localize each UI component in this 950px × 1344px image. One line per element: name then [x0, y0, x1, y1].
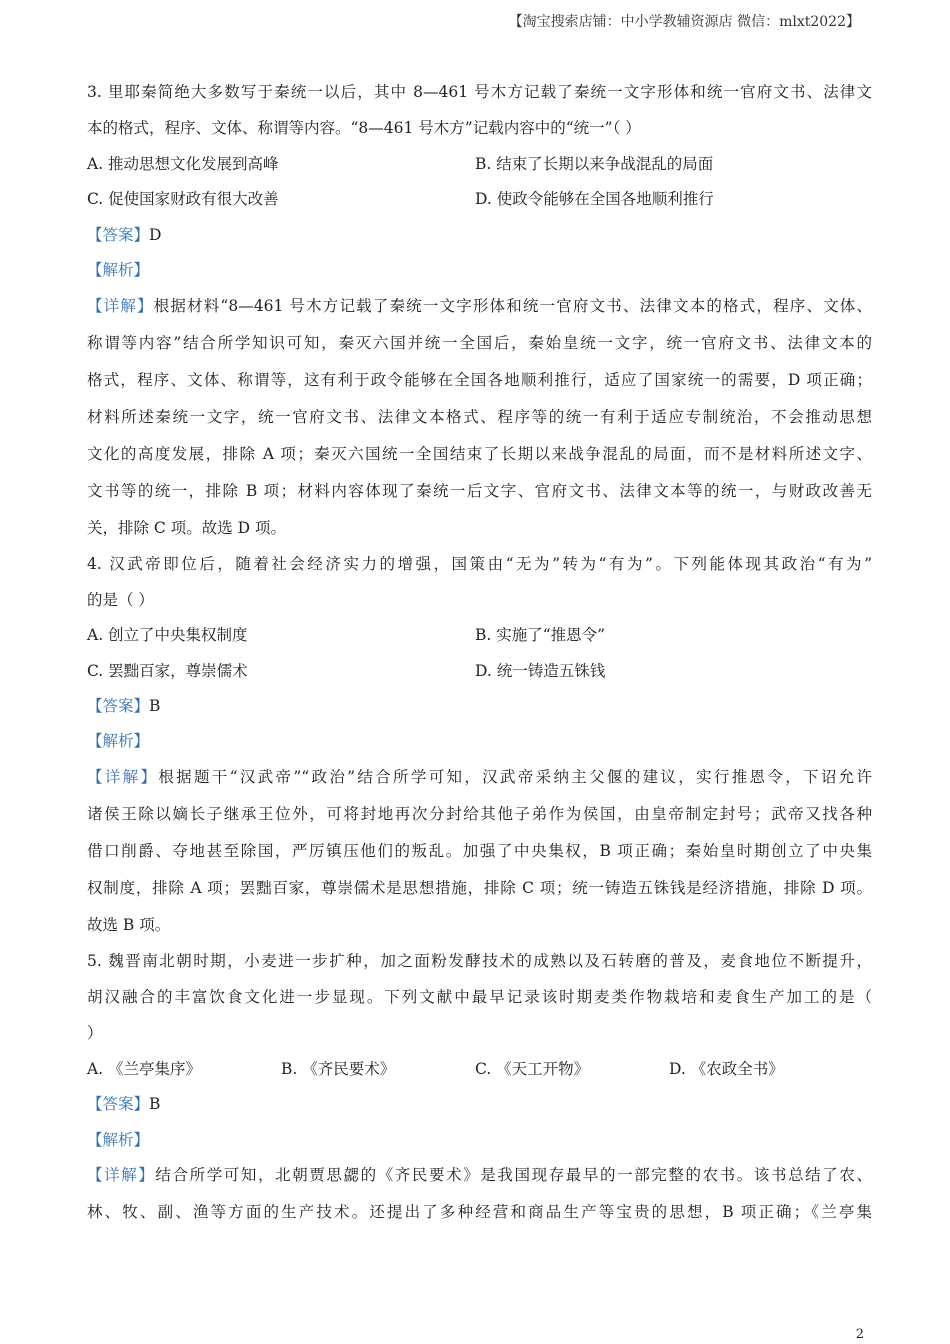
- q4-detail-line-4: 权制度，排除 A 项；罢黜百家，尊崇儒术是思想措施，排除 C 项；统一铸造五铢钱是经济措施，排除 D 项。: [87, 879, 872, 897]
- q5-option-a: A. 《兰亭集序》: [87, 1060, 202, 1078]
- q3-detail-line-6: 文书等的统一，排除 B 项；材料内容体现了秦统一后文字、官府文书、法律文本等的统一，与财政改善无: [87, 482, 872, 500]
- q3-detail-line-5: 文化的高度发展，排除 A 项；秦灭六国统一全国结束了长期以来战争混乱的局面，而不是材料所述文字、: [87, 445, 872, 463]
- q3-stem-line-1: 3. 里耶秦简绝大多数写于秦统一以后，其中 8—461 号木方记载了秦统一文字形体和统一官府文书、法律文: [87, 83, 872, 101]
- answer-label: 【答案】: [87, 226, 150, 244]
- detail-label: 【详解】: [87, 297, 154, 315]
- answer-value: B: [149, 697, 161, 715]
- q5-answer: [87, 1094, 160, 1114]
- answer-value: B: [149, 1095, 161, 1113]
- answer-label: 【答案】: [87, 697, 150, 715]
- q4-option-d: D. 统一铸造五铢钱: [475, 662, 606, 680]
- q5-analysis-label: 【解析】: [87, 1131, 150, 1149]
- q3-option-c: C. 促使国家财政有很大改善: [87, 190, 279, 208]
- q3-option-a: A. 推动思想文化发展到高峰: [87, 155, 279, 173]
- detail-label: 【详解】: [87, 1166, 156, 1184]
- q5-stem-line-1: 5. 魏晋南北朝时期，小麦进一步扩种，加之面粉发酵技术的成熟以及石转磨的普及，麦食地位不断提升，: [87, 952, 872, 970]
- q3-detail-line-7: 关，排除 C 项。故选 D 项。: [87, 519, 286, 537]
- q5-option-c: C. 《天工开物》: [475, 1060, 590, 1078]
- q3-detail-line-1: 【详解】根据材料“8—461 号木方记载了秦统一文字形体和统一官府文书、法律文本的格式，程序、文体、: [87, 297, 872, 315]
- q4-detail-line-2: 诸侯王除以嫡长子继承王位外，可将封地再次分封给其他子弟作为侯国，由皇帝制定封号；武帝又找各种: [87, 805, 872, 823]
- q4-detail-line-3: 借口削爵、夺地甚至除国，严厉镇压他们的叛乱。加强了中央集权，B 项正确；秦始皇时期创立了中央集: [87, 842, 872, 860]
- q5-detail-line-1: 【详解】结合所学可知，北朝贾思勰的《齐民要术》是我国现存最早的一部完整的农书。该书总结了农、: [87, 1166, 872, 1184]
- q5-stem-line-2: 胡汉融合的丰富饮食文化进一步显现。下列文献中最早记录该时期麦类作物栽培和麦食生产加工的是（: [87, 988, 872, 1006]
- q4-option-b: B. 实施了“推恩令”: [475, 626, 606, 644]
- q5-option-d: D. 《农政全书》: [669, 1060, 784, 1078]
- q3-answer: [87, 225, 161, 245]
- q4-stem-line-2: 的是（ ）: [87, 591, 154, 609]
- q3-analysis-label: 【解析】: [87, 261, 150, 279]
- q3-detail-line-4: 材料所述秦统一文字，统一官府文书、法律文本格式、程序等的统一有利于适应专制统治，不会推动思想: [87, 408, 872, 426]
- q5-detail-line-2: 林、牧、副、渔等方面的生产技术。还提出了多种经营和商品生产等宝贵的思想，B 项正确；《兰亭集: [87, 1203, 872, 1221]
- answer-label: 【答案】: [87, 1095, 150, 1113]
- q3-detail-line-3: 格式，程序、文体、称谓等，这有利于政令能够在全国各地顺利推行，适应了国家统一的需要，D 项正确；: [87, 371, 872, 389]
- q3-stem-line-2: 本的格式，程序、文体、称谓等内容。“8—461 号木方”记载内容中的“统一”（ ）: [87, 119, 641, 137]
- q3-option-d: D. 使政令能够在全国各地顺利推行: [475, 190, 714, 208]
- q3-option-b: B. 结束了长期以来争战混乱的局面: [475, 155, 714, 173]
- q5-option-b: B. 《齐民要术》: [281, 1060, 396, 1078]
- q4-option-a: A. 创立了中央集权制度: [87, 626, 248, 644]
- q4-detail-line-1: 【详解】根据题干“汉武帝”“政治”结合所学可知，汉武帝采纳主父偃的建议，实行推恩令，下诏允许: [87, 768, 872, 786]
- q4-stem-line-1: 4. 汉武帝即位后，随着社会经济实力的增强，国策由“无为”转为“有为”。下列能体现其政治“有为”: [87, 555, 872, 573]
- q3-detail-line-2: 称谓等内容”结合所学知识可知，秦灭六国并统一全国后，秦始皇统一文字，统一官府文书、法律文本的: [87, 334, 872, 352]
- page-number: 2: [855, 1327, 864, 1342]
- q5-stem-line-3: ）: [87, 1024, 103, 1042]
- page-header: 【淘宝搜索店铺：中小学教辅资源店 微信：mlxt2022】: [508, 14, 860, 30]
- detail-label: 【详解】: [87, 768, 159, 786]
- q4-answer: [87, 696, 160, 716]
- q4-option-c: C. 罢黜百家，尊崇儒术: [87, 662, 248, 680]
- answer-value: D: [149, 226, 162, 244]
- q4-detail-line-5: 故选 B 项。: [87, 916, 171, 934]
- q4-analysis-label: 【解析】: [87, 732, 150, 750]
